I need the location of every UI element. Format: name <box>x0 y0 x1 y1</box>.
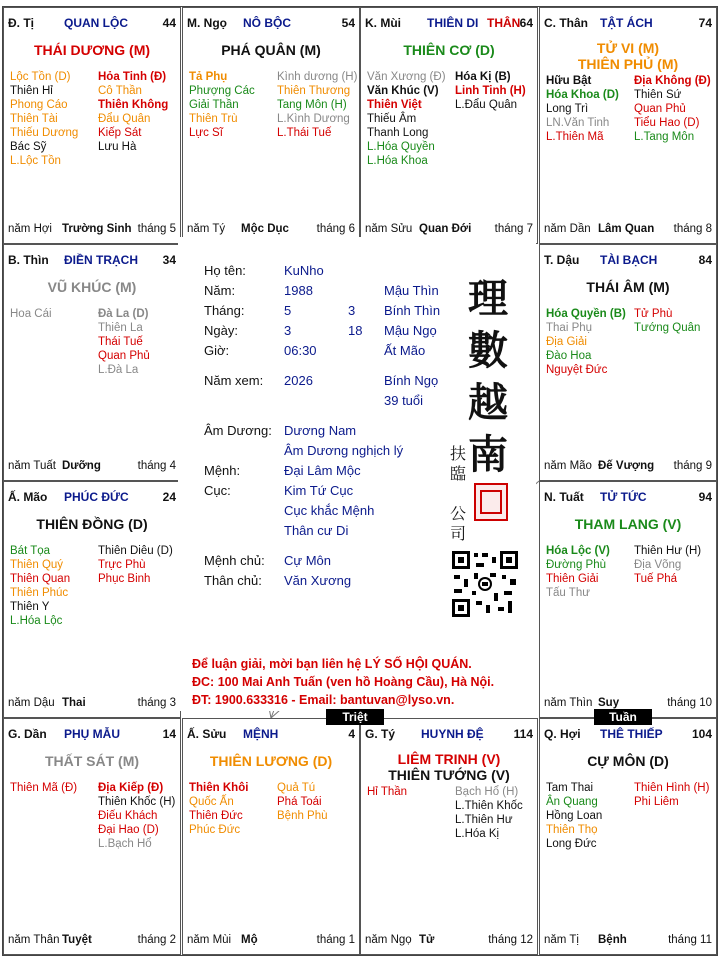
house-branch: G. Dần <box>8 727 47 741</box>
minor-star: Phong Cáo <box>10 99 68 111</box>
than-chu-value: Văn Xương <box>284 573 352 588</box>
house-month: tháng 5 <box>137 223 176 235</box>
minor-star: L.Hóa Khoa <box>367 155 428 167</box>
minor-star: Tả Phụ <box>189 71 228 83</box>
menh-label: Mệnh: <box>204 463 241 478</box>
contact-line-1: Để luận giải, mời bạn liên hệ LÝ SỐ HỘI QUÁN. <box>192 657 472 671</box>
minor-star: L.Đà La <box>98 364 139 376</box>
minor-star: Hồng Loan <box>546 810 603 822</box>
name-value: KuNho <box>284 263 324 278</box>
house-branch: K. Mùi <box>365 16 401 30</box>
main-star: THAM LANG (V) <box>574 516 682 532</box>
main-star: THÁI DƯƠNG (M) <box>33 42 151 58</box>
main-star: THIÊN ĐỒNG (D) <box>36 516 148 532</box>
minor-star: Bát Tọa <box>10 545 51 557</box>
minor-star: Phục Binh <box>98 573 151 585</box>
minor-star: Thiên La <box>98 322 143 334</box>
house-year: năm Thìn <box>544 697 593 709</box>
minor-star: Bác Sỹ <box>10 141 47 153</box>
minor-star: Thiên Hỉ <box>10 85 53 97</box>
minor-star: L.Hóa Quyền <box>367 141 435 153</box>
than-marker: THÂN <box>487 16 521 30</box>
minor-star: Tử Phù <box>634 308 673 320</box>
seal-side-char-3: 公 <box>450 504 467 523</box>
house-month: tháng 11 <box>668 934 712 946</box>
amduong-note: Âm Dương nghịch lý <box>284 443 404 458</box>
minor-star: Thiên Quan <box>10 573 71 585</box>
minor-star: Thiên Trù <box>189 113 238 125</box>
menh-value: Đại Lâm Mộc <box>284 463 361 478</box>
year-label: Năm: <box>204 283 236 298</box>
chart-center-panel <box>178 237 536 711</box>
minor-star: Thai Phụ <box>546 322 593 334</box>
view-year-label: Năm xem: <box>204 373 264 388</box>
birth-hour: 06:30 <box>284 343 317 358</box>
minor-star: Hóa Lộc (V) <box>546 545 610 557</box>
minor-star: Tiểu Hao (D) <box>634 117 700 129</box>
minor-star: L.Lộc Tồn <box>10 155 61 167</box>
house-year: năm Dần <box>544 223 591 235</box>
birth-day-canchi: Mậu Ngọ <box>384 323 437 338</box>
minor-star: L.Hóa Lộc <box>10 615 63 627</box>
birth-day-lunar: 18 <box>348 323 363 338</box>
house-tuat <box>539 481 717 718</box>
house-header <box>8 727 176 743</box>
house-name: ĐIỀN TRẠCH <box>64 253 138 267</box>
house-cycle: Suy <box>598 697 620 709</box>
house-footer <box>544 460 712 474</box>
house-name: QUAN LỘC <box>64 16 128 30</box>
minor-star: Đào Hoa <box>546 350 592 362</box>
minor-star: Tang Môn (H) <box>277 99 347 111</box>
house-month: tháng 12 <box>488 934 533 946</box>
birth-year: 1988 <box>284 283 313 298</box>
minor-star: Hóa Khoa (D) <box>546 89 619 101</box>
house-ty <box>360 718 538 955</box>
minor-star: Thiên Giải <box>546 573 599 585</box>
minor-star: Phượng Các <box>189 85 255 97</box>
minor-star: Thiếu Âm <box>367 113 417 125</box>
minor-star: Thiên Đức <box>189 810 243 822</box>
calligraphy-char-2: 數 <box>468 327 508 374</box>
house-dan <box>3 718 181 955</box>
minor-star: Thiên Phúc <box>10 587 69 599</box>
minor-star: Ân Quang <box>546 796 598 808</box>
house-year: năm Sửu <box>365 223 413 235</box>
house-name: MỆNH <box>243 727 279 741</box>
minor-star: Quả Tú <box>277 782 316 794</box>
house-year: năm Dậu <box>8 697 55 709</box>
qr-code-icon <box>450 549 520 619</box>
house-cycle: Trường Sinh <box>62 223 132 235</box>
minor-star: Linh Tinh (H) <box>455 85 526 97</box>
minor-star: Kiếp Sát <box>98 127 142 139</box>
minor-star: L.Hóa Kị <box>455 828 500 840</box>
main-star: CỰ MÔN (D) <box>587 753 669 769</box>
minor-star: Kình dương (H) <box>277 71 358 83</box>
house-footer <box>544 934 712 948</box>
house-cycle: Mộc Dục <box>241 223 289 235</box>
house-header <box>544 727 712 743</box>
house-branch: Q. Hợi <box>544 727 581 741</box>
house-than <box>539 7 717 244</box>
house-ngo <box>182 7 360 244</box>
house-header <box>365 16 533 32</box>
house-year: năm Thân <box>8 934 60 946</box>
main-star: THIÊN LƯƠNG (D) <box>209 753 333 769</box>
minor-star: Lực Sĩ <box>189 127 223 139</box>
minor-star: Long Trì <box>546 103 589 115</box>
house-cycle: Tử <box>419 934 435 946</box>
minor-star: Nguyệt Đức <box>546 364 608 376</box>
tuan-marker: Tuần <box>594 709 652 725</box>
minor-star: Địa Không (Đ) <box>634 75 711 87</box>
minor-star: Thiên Thọ <box>546 824 598 836</box>
house-month: tháng 10 <box>667 697 712 709</box>
birth-year-canchi: Mậu Thìn <box>384 283 439 298</box>
house-name: TÀI BẠCH <box>600 253 658 267</box>
main-star: THÁI ÂM (M) <box>586 279 670 295</box>
minor-star: Hữu Bật <box>546 75 592 87</box>
house-age: 74 <box>698 16 712 30</box>
main-star: PHÁ QUÂN (M) <box>221 42 321 58</box>
minor-star: Thiên Diêu (D) <box>98 545 173 557</box>
minor-star: Hỏa Tinh (Đ) <box>98 71 167 83</box>
house-age: 14 <box>162 727 176 741</box>
house-age: 54 <box>341 16 355 30</box>
minor-star: Thiếu Dương <box>10 127 79 139</box>
minor-star: L.Thái Tuế <box>277 127 332 139</box>
minor-star: L.Đẩu Quân <box>455 99 518 111</box>
month-label: Tháng: <box>204 303 245 318</box>
than-cu-note: Thân cư Di <box>284 523 349 538</box>
minor-star: Thiên Tài <box>10 113 58 125</box>
house-mui <box>360 7 538 244</box>
house-branch: G. Tý <box>365 727 396 741</box>
calligraphy-char-3: 越 <box>468 379 508 426</box>
minor-star: Thiên Quý <box>10 559 64 571</box>
triet-marker: Triệt <box>326 709 384 725</box>
house-cycle: Lâm Quan <box>598 223 655 235</box>
house-year: năm Mùi <box>187 934 232 946</box>
minor-star: Thiên Hình (H) <box>634 782 710 794</box>
minor-star: Thiên Không <box>98 99 169 111</box>
minor-star: Đường Phù <box>546 559 606 571</box>
house-year: năm Tý <box>187 223 226 235</box>
minor-star: LN.Văn Tinh <box>546 117 610 129</box>
house-header <box>8 253 176 269</box>
menh-chu-label: Mệnh chủ: <box>204 553 265 568</box>
house-name: NÔ BỘC <box>243 16 291 30</box>
minor-star: L.Thiên Mã <box>546 131 604 143</box>
amduong-label: Âm Dương: <box>204 423 272 438</box>
minor-star: Đại Hao (D) <box>98 824 159 836</box>
view-year-canchi: Bính Ngọ <box>384 373 439 388</box>
house-month: tháng 2 <box>137 934 176 946</box>
house-month: tháng 1 <box>316 934 355 946</box>
house-footer <box>187 223 355 237</box>
minor-star: Lộc Tồn (D) <box>10 71 71 83</box>
birth-month-canchi: Bính Thìn <box>384 303 441 318</box>
minor-star: Thái Tuế <box>98 336 143 348</box>
house-year: năm Tuất <box>8 460 56 472</box>
house-year: năm Ngọ <box>365 934 412 946</box>
calligraphy-char-1: 理 <box>468 275 508 322</box>
house-age: 34 <box>162 253 176 267</box>
house-month: tháng 9 <box>673 460 712 472</box>
house-age: 94 <box>698 490 712 504</box>
house-month: tháng 3 <box>137 697 176 709</box>
minor-star: Văn Khúc (V) <box>367 85 439 97</box>
birth-month: 5 <box>284 303 292 318</box>
house-footer <box>8 697 176 711</box>
minor-star: Bạch Hổ (H) <box>455 786 519 798</box>
house-cycle: Thai <box>62 697 86 709</box>
minor-star: Hóa Quyền (B) <box>546 308 626 320</box>
house-name: PHỤ MẪU <box>64 727 120 741</box>
house-year: năm Hợi <box>8 223 52 235</box>
house-footer <box>365 934 533 948</box>
house-cycle: Tuyệt <box>62 934 92 946</box>
minor-star: Quan Phủ <box>98 350 150 362</box>
minor-star: Địa Võng <box>634 559 682 571</box>
house-dau <box>539 244 717 481</box>
main-star: THIÊN TƯỚNG (V) <box>388 767 510 783</box>
name-label: Họ tên: <box>204 263 246 278</box>
minor-star: Tam Thai <box>546 782 594 794</box>
minor-star: Trực Phù <box>98 559 146 571</box>
cuc-label: Cục: <box>204 483 231 498</box>
house-age: 4 <box>348 727 355 741</box>
menh-chu-value: Cự Môn <box>284 553 331 568</box>
house-name: HUYNH ĐỆ <box>421 727 484 741</box>
house-name: THÊ THIẾP <box>600 727 663 741</box>
birth-month-lunar: 3 <box>348 303 356 318</box>
minor-star: Phá Toái <box>277 796 322 808</box>
amduong-value: Dương Nam <box>284 423 357 438</box>
minor-star: Lưu Hà <box>98 141 137 153</box>
minor-star: Thiên Thương <box>277 85 351 97</box>
house-suu <box>182 718 360 955</box>
house-footer <box>365 223 533 237</box>
house-header <box>8 490 176 506</box>
minor-star: Thiên Sứ <box>634 89 682 101</box>
house-age: 114 <box>513 727 533 741</box>
house-name: THIÊN DI <box>427 16 479 30</box>
minor-star: Phúc Đức <box>189 824 241 836</box>
minor-star: Long Đức <box>546 838 597 850</box>
house-name: PHÚC ĐỨC <box>64 490 129 504</box>
contact-phone-email: ĐT: 1900.633316 - Email: bantuvan@lyso.vn. <box>192 693 455 707</box>
than-chu-label: Thân chủ: <box>204 573 262 588</box>
minor-star: Địa Giải <box>546 336 587 348</box>
view-year: 2026 <box>284 373 313 388</box>
minor-star: Địa Kiếp (Đ) <box>98 782 164 794</box>
hour-label: Giờ: <box>204 343 230 358</box>
minor-star: Tấu Thư <box>546 587 590 599</box>
minor-star: Thiên Khôi <box>189 782 249 794</box>
house-header <box>544 16 712 32</box>
minor-star: Thiên Y <box>10 601 50 613</box>
house-cycle: Dưỡng <box>62 460 101 472</box>
house-age: 44 <box>162 16 176 30</box>
minor-star: L.Thiên Khốc <box>455 800 523 812</box>
cuc-note: Cục khắc Mệnh <box>284 503 375 518</box>
minor-star: Thiên Mã (Đ) <box>10 782 78 794</box>
cuc-value: Kim Tứ Cục <box>284 483 354 498</box>
minor-star: Thiên Việt <box>367 99 422 111</box>
house-thin <box>3 244 181 481</box>
house-branch: C. Thân <box>544 16 588 30</box>
seal-side-char-1: 扶 <box>450 444 467 463</box>
minor-star: Phi Liêm <box>634 796 679 808</box>
minor-star: Tuế Phá <box>634 573 678 585</box>
house-header <box>365 727 533 743</box>
main-star: THẤT SÁT (M) <box>44 753 140 769</box>
house-footer <box>8 223 176 237</box>
birth-day: 3 <box>284 323 292 338</box>
house-year: năm Mão <box>544 460 592 472</box>
minor-star: L.Thiên Hư <box>455 814 513 826</box>
minor-star: Giải Thần <box>189 99 239 111</box>
main-star: THIÊN PHỦ (M) <box>577 56 679 72</box>
house-branch: Ấ. Mão <box>8 490 48 504</box>
main-star: LIÊM TRINH (V) <box>397 751 501 767</box>
main-star: VŨ KHÚC (M) <box>47 279 137 295</box>
minor-star: Văn Xương (Đ) <box>367 71 446 83</box>
minor-star: Đẩu Quân <box>98 113 151 125</box>
house-cycle: Quan Đới <box>419 223 472 235</box>
house-header <box>544 490 712 506</box>
minor-star: Quốc Ấn <box>189 796 234 808</box>
house-hoi <box>539 718 717 955</box>
house-name: TỬ TỨC <box>600 490 647 504</box>
house-cycle: Mộ <box>241 934 258 946</box>
house-branch: Đ. Tị <box>8 16 34 30</box>
main-star: THIÊN CƠ (D) <box>403 42 495 58</box>
minor-star: Hỉ Thần <box>367 786 408 798</box>
house-cycle: Bệnh <box>598 934 627 946</box>
house-name: TẬT ÁCH <box>600 16 653 30</box>
house-cycle: Đế Vượng <box>598 460 655 472</box>
house-header <box>8 16 176 32</box>
house-month: tháng 8 <box>673 223 712 235</box>
house-header <box>187 727 355 743</box>
house-age: 64 <box>519 16 533 30</box>
house-footer <box>544 223 712 237</box>
house-month: tháng 6 <box>316 223 355 235</box>
seal-side-char-4: 司 <box>450 524 467 543</box>
minor-star: Hoa Cái <box>10 308 52 320</box>
seal-side-char-2: 臨 <box>450 464 467 483</box>
house-ti <box>3 7 181 244</box>
red-seal-stamp <box>474 483 508 521</box>
house-age: 84 <box>698 253 712 267</box>
main-star: TỬ VI (M) <box>596 40 660 56</box>
minor-star: L.Kình Dương <box>277 113 350 125</box>
house-branch: M. Ngọ <box>187 16 227 30</box>
minor-star: Tướng Quân <box>634 322 701 334</box>
minor-star: Điếu Khách <box>98 810 158 822</box>
minor-star: Thanh Long <box>367 127 429 139</box>
minor-star: Đà La (D) <box>98 308 149 320</box>
house-branch: T. Dậu <box>544 253 580 267</box>
day-label: Ngày: <box>204 323 238 338</box>
house-age: 24 <box>162 490 176 504</box>
contact-address: ĐC: 100 Mai Anh Tuấn (ven hồ Hoàng Cầu), Hà Nội. <box>192 675 495 689</box>
house-header <box>544 253 712 269</box>
house-header <box>187 16 355 32</box>
house-branch: N. Tuất <box>544 490 584 504</box>
minor-star: Thiên Hư (H) <box>634 545 702 557</box>
house-month: tháng 7 <box>494 223 533 235</box>
calligraphy-char-4: 南 <box>468 431 508 478</box>
house-branch: B. Thìn <box>8 253 49 267</box>
house-footer <box>8 460 176 474</box>
minor-star: L.Bạch Hổ <box>98 838 152 850</box>
house-footer <box>8 934 176 948</box>
minor-star: Bệnh Phù <box>277 810 328 822</box>
house-month: tháng 4 <box>137 460 176 472</box>
minor-star: Quan Phủ <box>634 103 686 115</box>
age-value: 39 tuổi <box>384 393 424 408</box>
minor-star: Thiên Khốc (H) <box>98 796 176 808</box>
birth-hour-canchi: Ất Mão <box>384 343 426 358</box>
house-footer <box>187 934 355 948</box>
minor-star: L.Tang Môn <box>634 131 695 143</box>
house-branch: Ấ. Sửu <box>187 727 227 741</box>
house-mao <box>3 481 181 718</box>
minor-star: Hóa Kị (B) <box>455 71 511 83</box>
minor-star: Cô Thần <box>98 85 142 97</box>
house-year: năm Tị <box>544 934 579 946</box>
house-age: 104 <box>691 727 712 741</box>
